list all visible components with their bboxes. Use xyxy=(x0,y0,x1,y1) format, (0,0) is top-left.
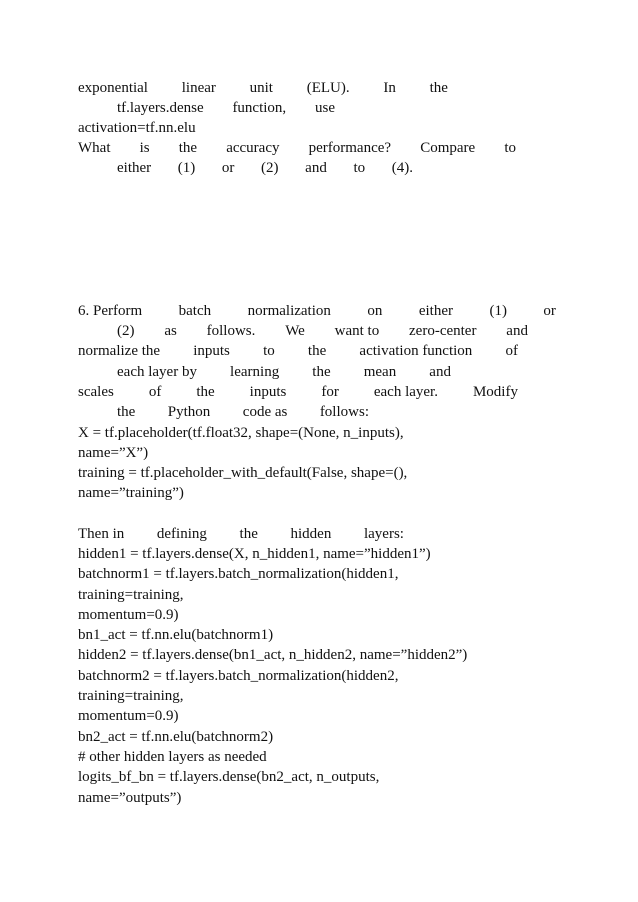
word: defining xyxy=(156,526,207,542)
word: or xyxy=(221,160,235,176)
word: learning xyxy=(230,364,280,380)
word: or xyxy=(543,303,556,319)
word: for xyxy=(321,384,339,400)
text-line xyxy=(78,78,448,98)
word: activation function xyxy=(359,343,473,359)
code-line: # other hidden layers as needed xyxy=(78,749,267,765)
word: Python xyxy=(167,404,211,420)
code-line: training = tf.placeholder_with_default(False, shape=(), xyxy=(78,465,408,481)
word: We xyxy=(285,323,305,339)
word: linear xyxy=(181,80,216,96)
text-line xyxy=(117,98,335,118)
word: each layer. xyxy=(373,384,438,400)
code-line: training=training, xyxy=(78,688,184,704)
word: of xyxy=(505,343,518,359)
word: Modify xyxy=(472,384,518,400)
word: the xyxy=(178,140,198,156)
word: the xyxy=(307,343,327,359)
word: the xyxy=(429,80,448,96)
word: is xyxy=(139,140,150,156)
word: mean xyxy=(363,364,397,380)
word: to xyxy=(263,343,275,359)
code-line: logits_bf_bn = tf.layers.dense(bn2_act, n_outputs, xyxy=(78,769,380,785)
text-line xyxy=(78,341,518,361)
word: the xyxy=(117,404,136,420)
word: exponential xyxy=(78,80,148,96)
code-line: name=”training”) xyxy=(78,485,184,501)
code-line: batchnorm1 = tf.layers.batch_normalization(hidden1, xyxy=(78,566,399,582)
word: either xyxy=(117,160,152,176)
code-line: batchnorm2 = tf.layers.batch_normalization(hidden2, xyxy=(78,668,399,684)
code-line: name=”X”) xyxy=(78,445,149,461)
word: function, xyxy=(232,100,287,116)
word: (ELU). xyxy=(306,80,350,96)
word: hidden xyxy=(290,526,332,542)
code-line: hidden1 = tf.layers.dense(X, n_hidden1, name=”hidden1”) xyxy=(78,546,431,562)
word: (1) xyxy=(489,303,507,319)
word: normalization xyxy=(247,303,331,319)
code-line: hidden2 = tf.layers.dense(bn1_act, n_hidden2, name=”hidden2”) xyxy=(78,647,468,663)
word: code as xyxy=(242,404,288,420)
word: each layer by xyxy=(117,364,197,380)
word: (2) xyxy=(117,323,135,339)
word: Compare xyxy=(420,140,476,156)
word: zero-center xyxy=(409,323,477,339)
code-line: X = tf.placeholder(tf.float32, shape=(None, n_inputs), xyxy=(78,425,404,441)
word: accuracy xyxy=(226,140,280,156)
word: tf.layers.dense xyxy=(117,100,204,116)
word: (1) xyxy=(177,160,196,176)
word: What xyxy=(78,140,111,156)
text-line xyxy=(78,524,404,544)
word: and xyxy=(429,364,451,380)
text-line xyxy=(117,362,451,382)
word: inputs xyxy=(193,343,230,359)
word: (2) xyxy=(261,160,279,176)
text-line xyxy=(117,158,413,178)
word: In xyxy=(383,80,396,96)
text-line xyxy=(78,138,516,158)
text-line xyxy=(117,402,369,422)
word: and xyxy=(506,323,528,339)
code-line: momentum=0.9) xyxy=(78,607,179,623)
word: and xyxy=(305,160,327,176)
code-line: bn1_act = tf.nn.elu(batchnorm1) xyxy=(78,627,274,643)
word: either xyxy=(418,303,453,319)
word: performance? xyxy=(308,140,392,156)
word: inputs xyxy=(249,384,287,400)
word: follows: xyxy=(319,404,369,420)
word: Then in xyxy=(78,526,125,542)
word: on xyxy=(367,303,383,319)
word: layers: xyxy=(363,526,404,542)
code-line: momentum=0.9) xyxy=(78,708,179,724)
word: normalize the xyxy=(78,343,161,359)
word: use xyxy=(314,100,335,116)
word: of xyxy=(148,384,162,400)
word: 6. Perform xyxy=(78,303,143,319)
word: batch xyxy=(178,303,212,319)
word: to xyxy=(353,160,366,176)
word: scales xyxy=(78,384,114,400)
word: follows. xyxy=(206,323,256,339)
word: the xyxy=(312,364,331,380)
text-line xyxy=(117,321,528,341)
word: to xyxy=(504,140,516,156)
text-line xyxy=(78,301,556,321)
word: the xyxy=(239,526,258,542)
word: (4). xyxy=(391,160,413,176)
code-line: bn2_act = tf.nn.elu(batchnorm2) xyxy=(78,729,274,745)
word: unit xyxy=(249,80,273,96)
word: want to xyxy=(334,323,380,339)
code-line: name=”outputs”) xyxy=(78,790,182,806)
code-line: training=training, xyxy=(78,587,184,603)
text-line xyxy=(78,382,518,402)
text-line: activation=tf.nn.elu xyxy=(78,120,196,136)
word: the xyxy=(196,384,215,400)
word: as xyxy=(164,323,177,339)
